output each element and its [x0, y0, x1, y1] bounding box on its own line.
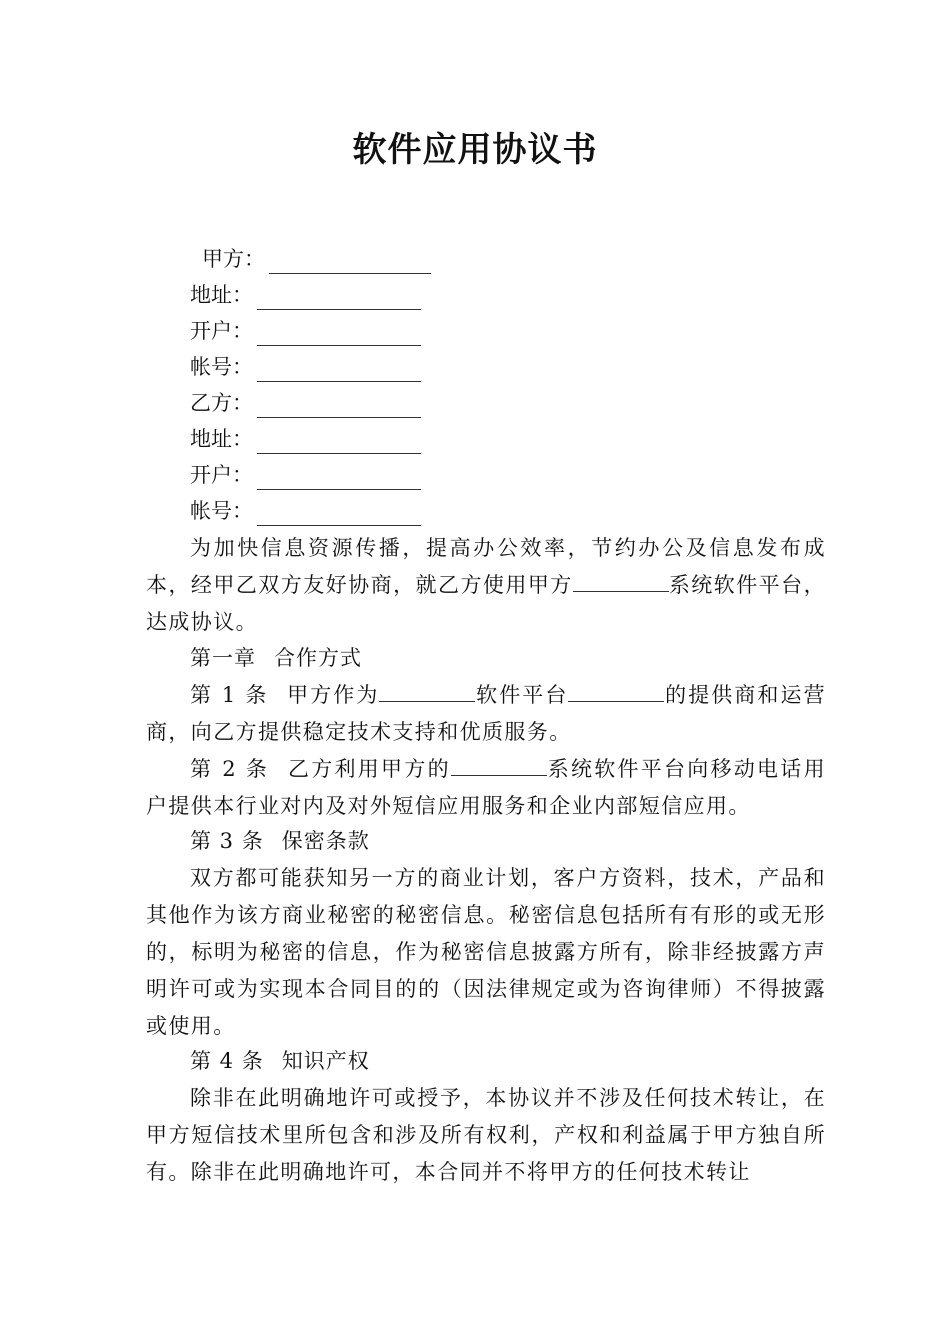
party-b-account-label: 帐号： [190, 499, 253, 523]
article-2-paragraph [146, 751, 826, 825]
party-a-name-label: 甲方： [202, 247, 265, 271]
party-a-bank-label: 开户： [190, 319, 253, 343]
article-1-number: 第 1 条 [190, 683, 269, 707]
article-2-number: 第 2 条 [190, 757, 270, 781]
party-b-account-field[interactable] [190, 496, 421, 526]
party-b-address-blank[interactable] [257, 431, 421, 454]
document-title: 软件应用协议书 [352, 130, 598, 170]
article-2-blank[interactable] [451, 755, 547, 776]
article-2-text-2: 系统软件平台向移动电话用户提供本行业对内及对外短信应用服务和企业内部短信应用。 [146, 757, 826, 818]
article-3-number: 第 3 条 [190, 829, 264, 853]
party-a-address-label: 地址： [190, 283, 253, 307]
chapter-title: 合作方式 [274, 646, 362, 670]
article-1-text-2: 软件平台 [475, 683, 569, 707]
intro-paragraph [146, 530, 826, 641]
party-b-name-blank[interactable] [257, 395, 421, 418]
party-a-address-blank[interactable] [257, 287, 421, 310]
party-a-address-field[interactable] [190, 280, 421, 310]
party-a-account-field[interactable] [190, 352, 421, 382]
party-a-account-blank[interactable] [257, 359, 421, 382]
chapter-heading [190, 643, 362, 673]
article-4-title: 知识产权 [281, 1049, 370, 1073]
party-b-address-label: 地址： [190, 427, 253, 451]
article-2-text-1: 乙方利用甲方的 [287, 757, 451, 781]
party-b-name-field[interactable] [190, 388, 421, 418]
intro-text-1: 为加快信息资源传播，提高办公效率，节约办公及信息发布成本，经甲乙双方友好协商，就乙方使用甲方 [146, 536, 826, 597]
party-b-name-label: 乙方： [190, 391, 253, 415]
article-1-text-1: 甲方作为 [286, 683, 380, 707]
intro-text-2: 系统软件平台，达成协议。 [146, 573, 826, 634]
article-1-text-3: 的提供商和运营商，向乙方提供稳定技术支持和优质服务。 [146, 683, 826, 744]
article-3-title: 保密条款 [281, 829, 370, 853]
article-3-body: 双方都可能获知另一方的商业计划，客户方资料，技术，产品和其他作为该方商业秘密的秘密信息。秘密信息包括所有有形的或无形的，标明为秘密的信息，作为秘密信息披露方所有，除非经披露方声明许可或为实现本合同目的的（因法律规定或为咨询律师）不得披露或使用。 [146, 866, 826, 1038]
article-4-heading [190, 1046, 370, 1076]
article-1-blank-1[interactable] [379, 681, 475, 702]
party-a-bank-field[interactable] [190, 316, 421, 346]
party-a-bank-blank[interactable] [257, 323, 421, 346]
article-4-body: 除非在此明确地许可或授予，本协议并不涉及任何技术转让，在甲方短信技术里所包含和涉及所有权利，产权和利益属于甲方独自所有。除非在此明确地许可，本合同并不将甲方的任何技术转让 [146, 1086, 826, 1184]
party-b-bank-blank[interactable] [257, 467, 421, 490]
article-1-paragraph [146, 677, 826, 751]
party-a-name-blank[interactable] [269, 251, 431, 274]
party-b-account-blank[interactable] [257, 503, 421, 526]
article-1-blank-2[interactable] [568, 681, 664, 702]
system-name-blank[interactable] [573, 571, 669, 592]
article-4-number: 第 4 条 [190, 1049, 264, 1073]
party-b-bank-label: 开户： [190, 463, 253, 487]
party-b-bank-field[interactable] [190, 460, 421, 490]
chapter-number: 第一章 [190, 646, 256, 670]
party-a-account-label: 帐号： [190, 355, 253, 379]
party-a-name-field[interactable] [202, 244, 431, 274]
article-3-heading [190, 826, 370, 856]
party-b-address-field[interactable] [190, 424, 421, 454]
